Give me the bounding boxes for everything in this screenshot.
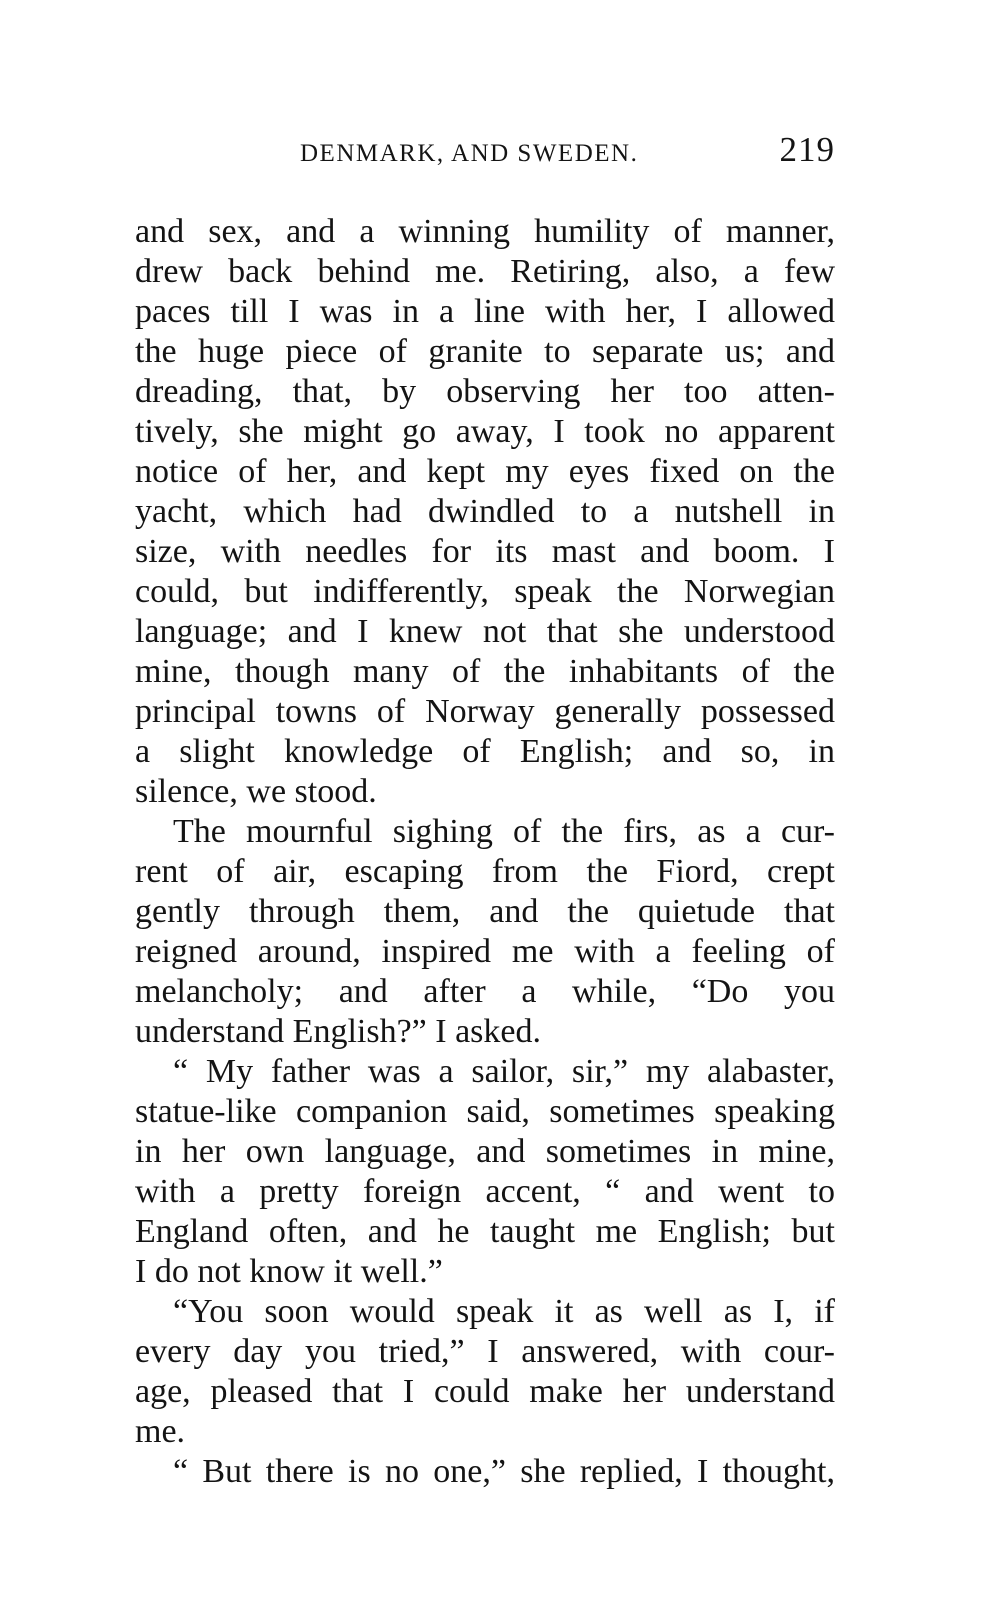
text-line: dreading, that, by observing her too atten- xyxy=(135,373,835,410)
text-line: tively, she might go away, I took no apparent xyxy=(135,413,835,450)
text-line: “ But there is no one,” she replied, I thought, xyxy=(173,1453,835,1490)
page-number: 219 xyxy=(779,130,835,169)
text-line: I do not know it well.” xyxy=(135,1253,443,1290)
text-line: a slight knowledge of English; and so, in xyxy=(135,733,835,770)
text-line: silence, we stood. xyxy=(135,773,377,810)
paragraph xyxy=(135,212,835,812)
text-line: every day you tried,” I answered, with cour- xyxy=(135,1333,835,1370)
text-line: language; and I knew not that she understood xyxy=(135,613,835,650)
text-line: age, pleased that I could make her understand xyxy=(135,1373,835,1410)
text-line: principal towns of Norway generally possessed xyxy=(135,693,835,730)
running-title: DENMARK, AND SWEDEN. xyxy=(300,140,639,167)
text-line: notice of her, and kept my eyes fixed on the xyxy=(135,453,835,490)
text-line: could, but indifferently, speak the Norwegian xyxy=(135,573,835,610)
body-text xyxy=(135,212,835,1492)
text-line: mine, though many of the inhabitants of the xyxy=(135,653,835,690)
text-line: drew back behind me. Retiring, also, a few xyxy=(135,253,835,290)
text-line: “ My father was a sailor, sir,” my alabaster, xyxy=(173,1053,835,1090)
text-line: melancholy; and after a while, “Do you xyxy=(135,973,835,1010)
text-line: The mournful sighing of the firs, as a cur- xyxy=(173,813,835,850)
text-line: reigned around, inspired me with a feeling of xyxy=(135,933,835,970)
text-line: statue-like companion said, sometimes speaking xyxy=(135,1093,835,1130)
text-line: understand English?” I asked. xyxy=(135,1013,541,1050)
text-line: in her own language, and sometimes in mine, xyxy=(135,1133,835,1170)
paragraph xyxy=(135,1452,835,1492)
paragraph xyxy=(135,812,835,1052)
text-line: the huge piece of granite to separate us; and xyxy=(135,333,835,370)
text-line: paces till I was in a line with her, I allowed xyxy=(135,293,835,330)
text-line: England often, and he taught me English; but xyxy=(135,1213,835,1250)
text-line: me. xyxy=(135,1413,186,1450)
text-line: “You soon would speak it as well as I, if xyxy=(173,1293,835,1330)
text-line: yacht, which had dwindled to a nutshell in xyxy=(135,493,835,530)
text-line: gently through them, and the quietude that xyxy=(135,893,835,930)
text-line: size, with needles for its mast and boom. I xyxy=(135,533,835,570)
text-line: with a pretty foreign accent, “ and went to xyxy=(135,1173,835,1210)
text-line: and sex, and a winning humility of manner, xyxy=(135,213,835,250)
paragraph xyxy=(135,1052,835,1292)
text-line: rent of air, escaping from the Fiord, crept xyxy=(135,853,835,890)
running-head xyxy=(135,130,835,174)
paragraph xyxy=(135,1292,835,1452)
